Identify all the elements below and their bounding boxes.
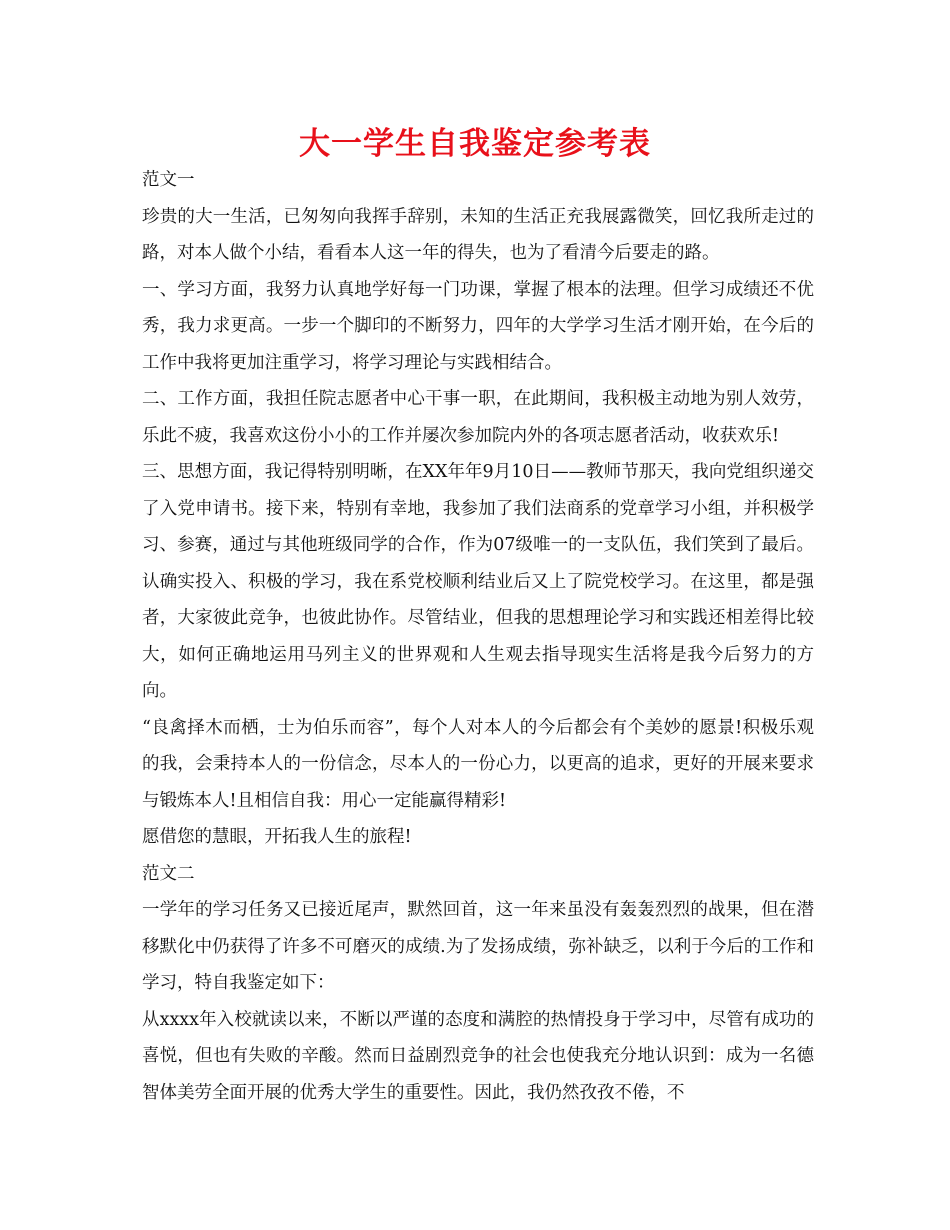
paragraph-review: 一学年的学习任务又已接近尾声，默然回首，这一年来虽没有轰轰烈烈的战果，但在潜移默化中仍获得了许多不可磨灭的成绩.为了发扬成绩，弥补缺乏，以利于今后的工作和学习，特自我鉴定如下： <box>142 900 814 993</box>
paragraph-study: 一、学习方面，我努力认真地学好每一门功课，掌握了根本的法理。但学习成绩还不优秀，我力求更高。一步一个脚印的不断努力，四年的大学学习生活才刚开始，在今后的工作中我将更加注重学习，将学习理论与实践相结合。 <box>142 279 814 373</box>
paragraph-thought: 三、思想方面，我记得特别明晰，在XX年年9月10日——教师节那天，我向党组织递交了入党申请书。接下来，特别有幸地，我参加了我们法商系的党章学习小组，并积极学习、参赛，通过与其他班级同学的合作，作为07级唯一的一支队伍，我们笑到了最后。认确实投入、积极的学习，我在系党校顺利结业后又上了院党校学习。在这里，都是强者，大家彼此竞争，也彼此协作。尽管结业，但我的思想理论学习和实践还相差得比较大，如何正确地运用马列主义的世界观和人生观去指导现实生活将是我今后努力的方向。 <box>142 462 814 701</box>
section-heading-1: 范文一 <box>142 170 195 190</box>
paragraph-since-enrollment: 从xxxx年入校就读以来，不断以严谨的态度和满腔的热情投身于学习中，尽管有成功的喜悦，但也有失败的辛酸。然而日益剧烈竞争的社会也使我充分地认识到：成为一名德智体美劳全面开展的优秀大学生的重要性。因此，我仍然孜孜不倦，不 <box>142 1009 814 1103</box>
paragraph-work: 二、工作方面，我担任院志愿者中心干事一职，在此期间，我积极主动地为别人效劳，乐此不疲，我喜欢这份小小的工作并屡次参加院内外的各项志愿者活动，收获欢乐! <box>142 389 814 446</box>
document-title: 大一学生自我鉴定参考表 <box>299 126 651 162</box>
paragraph-outlook: “良禽择木而栖，士为伯乐而容”，每个人对本人的今后都会有个美妙的愿景!积极乐观的我，会秉持本人的一份信念，尽本人的一份心力，以更高的追求，更好的开展来要求与锻炼本人!且相信自我：用心一定能赢得精彩! <box>142 717 814 811</box>
section-heading-2: 范文二 <box>142 863 195 884</box>
document-body <box>142 162 814 1111</box>
paragraph-intro: 珍贵的大一生活，已匆匆向我挥手辞别，未知的生活正充我展露微笑，回忆我所走过的路，对本人做个小结，看看本人这一年的得失，也为了看清今后要走的路。 <box>142 206 814 263</box>
paragraph-wish: 愿借您的慧眼，开拓我人生的旅程! <box>142 827 412 847</box>
